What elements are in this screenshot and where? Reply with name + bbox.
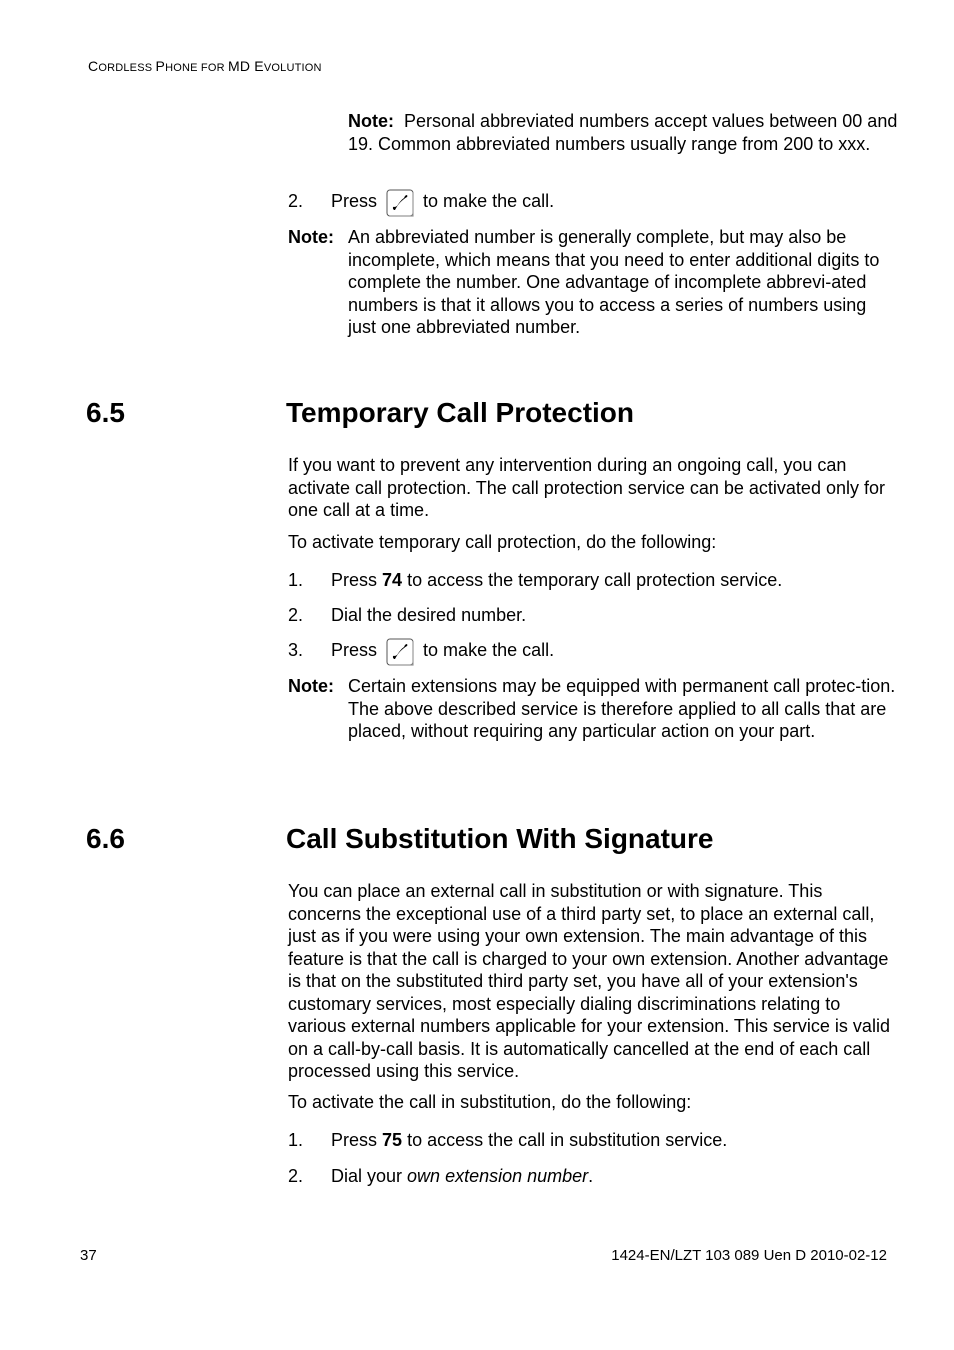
section-title: Call Substitution With Signature [286, 823, 714, 854]
step-text-before: Press [331, 640, 378, 660]
step-text: Dial the desired number. [331, 605, 527, 625]
step-text-after: to make the call. [423, 191, 555, 211]
step-number: 2. [288, 605, 304, 625]
step-text-before: Press [331, 1130, 378, 1150]
step-text-after: to make the call. [423, 640, 555, 660]
running-head [88, 58, 322, 74]
running-head-part: ORDLESS [98, 62, 156, 74]
running-head-part: HONE FOR [165, 62, 229, 74]
note-text: Certain extensions may be equipped with permanent call protec-tion. The above described service is therefore applied to all calls that are placed, without requiring any particular action on your part. [348, 676, 896, 741]
step-item [288, 569, 898, 593]
step-item [288, 639, 898, 663]
step-text-after: to access the call in substitution service. [407, 1130, 728, 1150]
section-number: 6.5 [86, 397, 125, 428]
section-title: Temporary Call Protection [286, 397, 635, 428]
running-head-part: C [88, 58, 99, 74]
note-text: An abbreviated number is generally complete, but may also be incomplete, which means that you need to enter additional digits to complete the number. One advantage of incomplete abbrevi-ated numbers is that it allows you to access a series of numbers using just one abbreviated number. [348, 227, 880, 337]
page-number: 37 [80, 1247, 97, 1264]
running-head-part: VOLUTION [263, 62, 322, 74]
running-head-part: MD E [228, 58, 264, 74]
step-text-before: Press [331, 570, 378, 590]
step-number: 3. [288, 640, 304, 660]
note-label: Note: [288, 676, 334, 696]
step-item [288, 604, 898, 628]
note-text: Personal abbreviated numbers accept values between 00 and 19. Common abbreviated numbers usually range from 200 to xxx. [348, 111, 898, 154]
running-head-part: P [155, 58, 166, 74]
note-label: Note: [288, 227, 334, 247]
step-number: 1. [288, 570, 304, 590]
step-text-before: Press [331, 191, 378, 211]
paragraph: To activate the call in substitution, do the following: [288, 1092, 692, 1112]
incomplete-number-note [288, 226, 898, 339]
step-number: 1. [288, 1130, 304, 1150]
off-hook-key-icon [386, 638, 414, 666]
step-item [288, 1129, 898, 1153]
section-number: 6.6 [86, 823, 125, 854]
permanent-protection-note [288, 675, 898, 743]
off-hook-key-icon [386, 189, 414, 217]
step-number: 2. [288, 1166, 304, 1186]
paragraph: You can place an external call in substitution or with signature. This concerns the exceptional use of a third party set, to place an external call, just as if you were using your own extension. The main advantage of this feature is that the call is charged to your own extension. Another advantage is that on the substituted third party set, you have all of your extension's customary services, most especially dialing discriminations relating to various external numbers applicable for your extension. This service is valid on a call-by-call basis. It is automatically cancelled at the end of each call processed using this service. [288, 881, 890, 1081]
step-text-before: Dial your [331, 1166, 403, 1186]
step-item [288, 1165, 898, 1189]
step-text-after: to access the temporary call protection service. [407, 570, 783, 590]
step-text-after: . [588, 1166, 594, 1186]
paragraph: To activate temporary call protection, do the following: [288, 532, 717, 552]
feature-code: 75 [382, 1130, 403, 1150]
note-label: Note: [348, 111, 394, 131]
step-number: 2. [288, 191, 304, 211]
paragraph: If you want to prevent any intervention during an ongoing call, you can activate call protection. The call protection service can be activated only for one call at a time. [288, 455, 885, 520]
feature-code: 74 [382, 570, 403, 590]
document-id: 1424-EN/LZT 103 089 Uen D 2010-02-12 [611, 1247, 887, 1264]
abbreviated-number-note [348, 110, 898, 155]
intro-step-2 [288, 190, 898, 214]
step-text-italic: own extension number [407, 1166, 589, 1186]
